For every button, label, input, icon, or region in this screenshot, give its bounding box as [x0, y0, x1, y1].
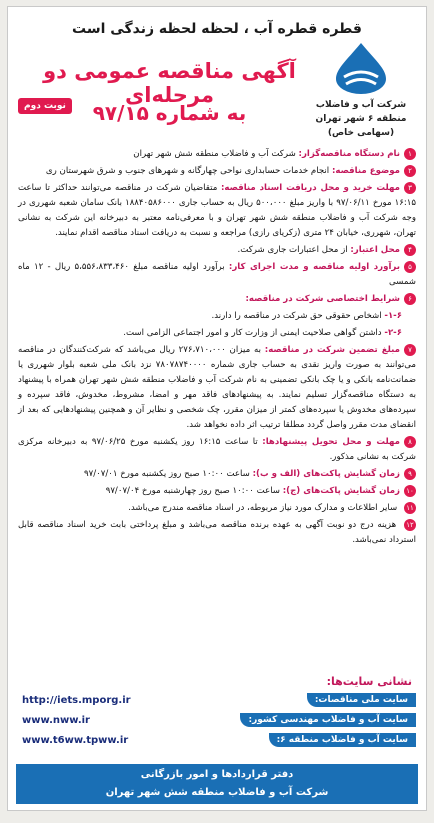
item-text: سایر اطلاعات و مدارک مورد نیاز مربوطه، در اسناد مناقصه مندرج می‌باشد.: [128, 503, 400, 513]
item-label: ۲-۶-: [384, 328, 402, 338]
ad-body: [18, 147, 416, 550]
sites-title: نشانی سایت‌ها:: [326, 675, 412, 688]
item-label: زمان گشایش پاکت‌های (الف و ب):: [252, 469, 400, 479]
item-label: شرایط اختصاصی شرکت در مناقصه:: [245, 294, 400, 304]
list-item: [18, 147, 416, 162]
list-subitem: [18, 326, 402, 341]
item-text: داشتن گواهی صلاحیت ایمنی از وزارت کار و امور اجتماعی الزامی است.: [123, 328, 385, 338]
item-text: برآورد اولیه مناقصه مبلغ ۵،۵۵۶،۸۳۳،۴۶۰ ریال - ۱۲ ماه شمسی: [18, 262, 416, 287]
item-number: ۹: [404, 468, 416, 480]
company-region: منطقه ۶ شهر تهران: [315, 114, 407, 124]
item-number: ۱۲: [404, 519, 416, 531]
site-label: سایت آب و فاضلاب مهندسی کشور:: [240, 713, 416, 727]
footer-banner: [16, 764, 418, 804]
site-label: سایت ملی مناقصات:: [307, 693, 416, 707]
item-text: از محل اعتبارات جاری شرکت.: [237, 245, 351, 255]
slogan: قطره قطره آب ، لحظه لحظه زندگی است: [72, 21, 362, 37]
site-row: [18, 733, 416, 753]
item-number: ۱۱: [404, 502, 416, 514]
list-item: [18, 181, 416, 241]
footer-line-2: شرکت آب و فاضلاب منطقه شش شهر تهران: [105, 787, 329, 798]
site-link[interactable]: http://iets.mporg.ir: [22, 695, 131, 706]
item-number: ۴: [404, 244, 416, 256]
item-text: به میزان ۲۷۶،۷۱۰،۰۰۰ ریال می‌باشد که شرکت‌کنندگان در مناقصه می‌توانند به صورت واریز نقدی به حساب جاری شماره ۷۸۰۷۸۷۴۰۰۰۰ نزد بانک ملی شعبه بلوار شهرری یا ضمانت‌نامه بانکی و یا چک بانکی تضمینی به نام شرکت آب و فاضلاب منطقه شش شهر تهران همراه با پیشنهاد به دستگاه مناقصه‌گزار تسلیم نمایند. به پیشنهادهای فاقد مهر و امضا، مشروط، مخدوش، فاقد سپرده و سپرده‌های مخدوش یا سپرده‌های کمتر از میزان مقرر، چک شخصی و نظایر آن و همچنین پیشنهادهایی که بعد از انقضای مدت مقرر واصل گردد مطلقا ترتیب اثر داده نخواهد شد.: [18, 345, 416, 430]
list-item: [18, 343, 416, 433]
item-label: برآورد اولیه مناقصه و مدت اجرای کار:: [228, 262, 400, 272]
list-item: [18, 243, 416, 258]
list-item: [18, 501, 416, 516]
item-label: مهلت و محل تحویل پیشنهادها:: [262, 437, 400, 447]
item-label: مبلغ تضمین شرکت در مناقصه:: [264, 345, 400, 355]
item-number: ۲: [404, 165, 416, 177]
ad-title: آگهی مناقصه عمومی دو مرحله‌ای: [43, 59, 296, 107]
footer-line-1: دفتر قراردادها و امور بازرگانی: [140, 769, 294, 780]
item-number: ۶: [404, 293, 416, 305]
list-subitem: [18, 309, 402, 324]
water-drop-logo-icon: [326, 39, 396, 97]
item-text: متقاضیان شرکت در مناقصه می‌توانند حداکثر تا ساعت ۱۶:۱۵ مورخ ۹۷/۰۶/۱۱ با واریز مبلغ ۵۰۰،۰۰۰ ریال به حساب جاری ۱۸۸۴۰۵۸۶۰۰۰ بانک سامان شعبه شهرری در وجه شرکت آب و فاضلاب منطقه شش شهر تهران و با معرفی‌نامه معتبر به دبیرخانه این شرکت به نشانی تهران، شهرری، خیابان ۲۴ متری (زکریای رازی) مراجعه و نسبت به دریافت اسناد مناقصه اقدام نمایند.: [18, 183, 416, 238]
item-text: هزینه درج دو نوبت آگهی به عهده برنده مناقصه می‌باشد و مبلغ پرداختی بابت خرید اسناد مناقصه قابل استرداد نمی‌باشد.: [18, 520, 416, 545]
site-row: [18, 693, 416, 713]
item-number: ۷: [404, 344, 416, 356]
site-link[interactable]: www.nww.ir: [22, 715, 90, 726]
sites-list: [18, 693, 416, 771]
item-label: موضوع مناقصه:: [331, 166, 400, 176]
item-label: زمان گشایش پاکت‌های (ج):: [282, 486, 400, 496]
item-number: ۱: [404, 148, 416, 160]
company-type: (سهامی خاص): [327, 128, 395, 138]
list-item: [18, 484, 416, 499]
round-badge: نوبت دوم: [18, 98, 72, 114]
item-text: انجام خدمات حسابداری نواحی چهارگانه و شهرهای جنوب و شرق شهرستان ری: [45, 166, 332, 176]
item-label: ۱-۶-: [384, 311, 402, 321]
list-item: [18, 292, 416, 307]
site-row: [18, 713, 416, 733]
ad-number: به شماره ۹۷/۱۵: [92, 101, 247, 125]
list-item: [18, 435, 416, 465]
company-name: شرکت آب و فاضلاب: [315, 100, 407, 110]
item-number: ۸: [404, 436, 416, 448]
advertisement-page: [7, 6, 427, 811]
item-label: مهلت خرید و محل دریافت اسناد مناقصه:: [220, 183, 401, 193]
site-label: سایت آب و فاضلاب منطقه ۶:: [269, 733, 416, 747]
item-label: نام دستگاه مناقصه‌گزار:: [298, 149, 400, 159]
company-logo-block: [306, 39, 416, 139]
item-text: ساعت ۱۰:۰۰ صبح روز چهارشنبه مورخ ۹۷/۰۷/۰۴: [105, 486, 283, 496]
list-item: [18, 467, 416, 482]
list-item: [18, 260, 416, 290]
item-label: محل اعتبار:: [350, 245, 400, 255]
list-item: [18, 518, 416, 548]
item-text: تا ساعت ۱۶:۱۵ روز یکشنبه مورخ ۹۷/۰۶/۲۵ به دبیرخانه مرکزی شرکت به نشانی مذکور.: [18, 437, 416, 462]
item-text: شرکت آب و فاضلاب منطقه شش شهر تهران: [133, 149, 299, 159]
item-text: ساعت ۱۰:۰۰ صبح روز یکشنبه مورخ ۹۷/۰۷/۰۱: [83, 469, 253, 479]
item-number: ۱۰: [404, 485, 416, 497]
item-text: اشخاص حقوقی حق شرکت در مناقصه را دارند.: [211, 311, 385, 321]
site-link[interactable]: www.t6ww.tpww.ir: [22, 735, 129, 746]
list-item: [18, 164, 416, 179]
item-number: ۵: [404, 261, 416, 273]
item-number: ۳: [404, 182, 416, 194]
